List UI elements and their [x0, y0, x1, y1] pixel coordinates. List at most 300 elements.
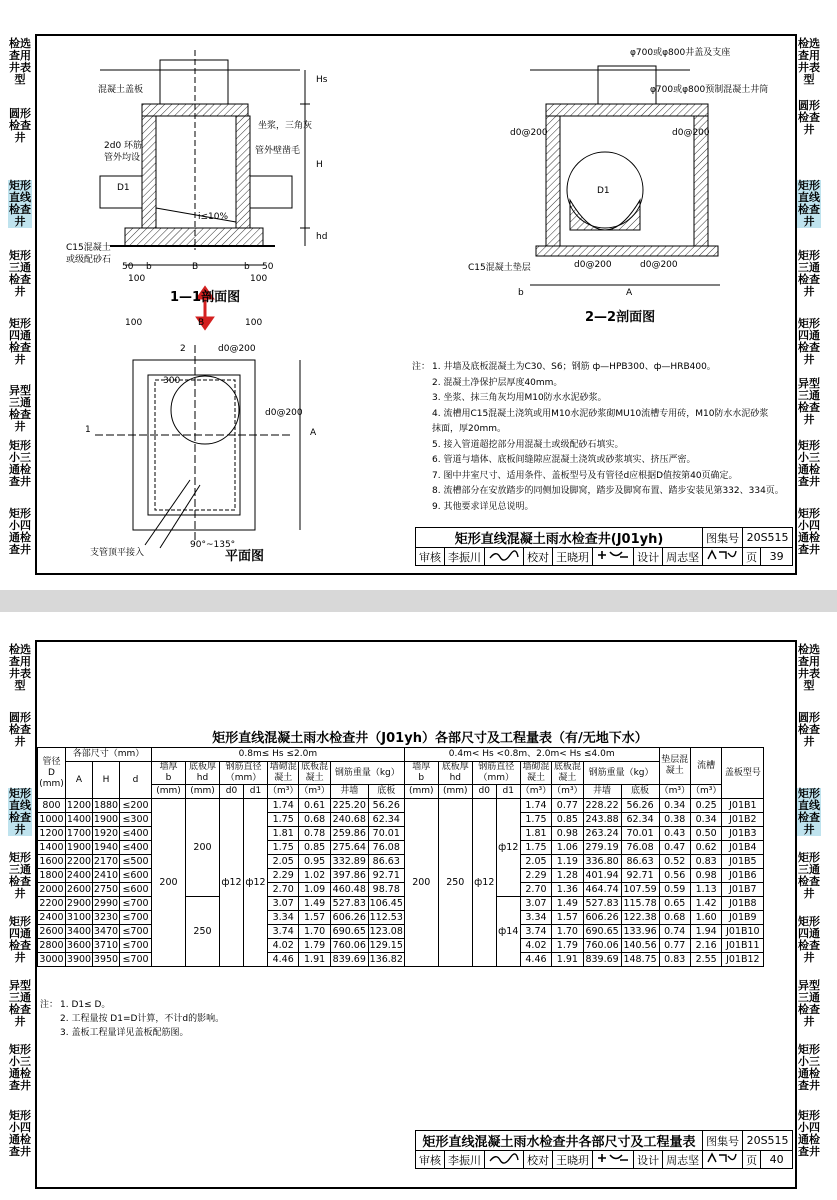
table-cell: 1.60: [690, 911, 721, 925]
table-row: [38, 883, 764, 897]
table-cell: 200: [186, 799, 220, 897]
tab-special-tee-well[interactable]: 异型三通检查井: [798, 377, 820, 426]
tab-round-well[interactable]: 圆形检查井: [9, 711, 31, 748]
header-bot-conc: 底板混凝土: [299, 762, 330, 785]
table-cell: 460.48: [330, 883, 368, 897]
note-line: 3. 盖板工程量详见盖板配筋图。: [60, 1028, 189, 1038]
table-cell: 0.83: [659, 953, 690, 967]
header-d1-2: d1: [496, 785, 520, 799]
label-branch-pipe: 支管顶平接入: [90, 548, 145, 558]
table-notes-prefix: 注：: [40, 1000, 59, 1010]
table-cell: 1.36: [552, 883, 583, 897]
table-cell: 0.43: [659, 827, 690, 841]
table-cell: 3230: [93, 912, 119, 923]
table-cell: 3400: [66, 926, 92, 937]
table-cell: 1.57: [552, 911, 583, 925]
design-label: 设计: [634, 1151, 663, 1169]
tab-rect-tee-well[interactable]: 矩形三通检查井: [798, 851, 820, 900]
reviewer-signature: [485, 548, 524, 566]
note-line: 7. 图中井室尺寸、适用条件、盖板型号及有管径d应根据D值按第40页确定。: [432, 470, 738, 481]
table-cell: 2400: [39, 912, 64, 923]
header-m3-bot: （m³）: [299, 785, 330, 799]
table-cell: 107.59: [621, 883, 659, 897]
checker-signature: [593, 548, 634, 566]
label-d0-right: d0@200: [672, 128, 710, 138]
label-shaft-note: φ700或φ800预制混凝土井筒: [650, 85, 769, 95]
sheet-title: 矩形直线混凝土雨水检查井(J01yh): [416, 528, 703, 548]
tab-small-cross-well[interactable]: 矩形小四通检查井: [798, 1109, 820, 1158]
plan-drawing: [95, 345, 300, 548]
table-row: [38, 869, 764, 883]
atlas-number: 20S515: [743, 1131, 793, 1151]
table-cell: 1.74: [268, 799, 299, 813]
designer-signature: [703, 1151, 743, 1169]
tab-selection-table[interactable]: 检选查用井表型: [9, 37, 31, 86]
sheet-title: 矩形直线混凝土雨水检查井各部尺寸及工程量表: [416, 1131, 703, 1151]
table-cell: 0.77: [659, 939, 690, 953]
label-dim-50: 50: [122, 262, 134, 272]
header-mm-hd: (mm): [186, 785, 220, 799]
table-cell: 3900: [66, 954, 92, 965]
reviewer-name: 李振川: [445, 548, 485, 566]
table-row: [38, 911, 764, 925]
table-cell: 1700: [66, 828, 92, 839]
label-d0-left: d0@200: [510, 128, 548, 138]
section-2-2-drawing: [530, 66, 720, 285]
reviewer-signature: [485, 1151, 524, 1169]
page-label: 页: [743, 1151, 761, 1169]
table-cell: 1.81: [520, 827, 551, 841]
table-row: [38, 925, 764, 939]
caption-plan: 平面图: [225, 549, 265, 564]
table-cell: 1.75: [268, 841, 299, 855]
table-cell: 1800: [39, 870, 64, 881]
table-cell: 76.08: [621, 841, 659, 855]
table-cell: 4.46: [520, 953, 551, 967]
designer-name: 周志坚: [663, 1151, 703, 1169]
header-hd-2: hd: [449, 773, 461, 783]
tab-rect-tee-well[interactable]: 矩形三通检查井: [798, 249, 820, 298]
header-m3-bot-2: （m³）: [552, 785, 583, 799]
label-plan-dim-100: 100: [125, 318, 143, 328]
header-well-wall-2: 井墙: [583, 785, 621, 799]
header-well-wall: 井墙: [330, 785, 368, 799]
table-cell: 0.56: [659, 869, 690, 883]
header-bottom-2: 底板厚: [441, 762, 469, 772]
quantity-table: [37, 747, 764, 967]
header-wall-2: 墙厚: [412, 762, 431, 772]
title-block: [415, 1130, 793, 1169]
table-cell: 0.77: [552, 799, 583, 813]
table-cell: 92.71: [368, 869, 404, 883]
table-row: [38, 799, 764, 813]
table-cell: 115.78: [621, 897, 659, 911]
table-cell: 3.34: [520, 911, 551, 925]
label-d1: D1: [117, 183, 130, 193]
header-range1: 0.8m≤ Hs ≤2.0m: [152, 748, 405, 762]
table-cell: 606.26: [330, 911, 368, 925]
header-d: d: [120, 762, 152, 799]
design-label: 设计: [634, 548, 663, 566]
label-pipe-support: 管外均设: [104, 153, 141, 163]
caption-section-2-2: 2—2剖面图: [585, 310, 656, 325]
table-cell: 140.56: [621, 939, 659, 953]
header-rebar-wt-2: 钢筋重量（kg）: [583, 762, 659, 785]
table-cell: 3.74: [268, 925, 299, 939]
table-cell: 250: [438, 799, 472, 967]
table-row: [38, 855, 764, 869]
table-cell: 3.74: [520, 925, 551, 939]
table-cell: 0.61: [299, 799, 330, 813]
table-cell: 839.69: [330, 953, 368, 967]
note-line: 3. 坐浆、抹三角灰均用M10防水水泥砂浆。: [432, 393, 607, 403]
table-title: 矩形直线混凝土雨水检查井（J01yh）各部尺寸及工程量表（有/无地下水）: [212, 731, 648, 746]
table-cell: ≤400: [120, 841, 152, 855]
label-b-right: b: [244, 262, 250, 272]
table-cell: 1.42: [690, 897, 721, 911]
page-number: 39: [761, 548, 793, 566]
tab-small-cross-well[interactable]: 矩形小四通检查井: [9, 507, 31, 556]
table-cell: 606.26: [583, 911, 621, 925]
table-cell: 690.65: [583, 925, 621, 939]
table-cell: 839.69: [583, 953, 621, 967]
table-cell: 0.25: [690, 799, 721, 813]
tab-small-tee-well[interactable]: 矩形小三通检查井: [9, 1043, 31, 1092]
header-b: b: [165, 773, 172, 783]
table-cell: 62.34: [368, 813, 404, 827]
table-cell: ≤700: [120, 953, 152, 967]
label-c15-fill-alt: 或级配砂石: [66, 255, 112, 265]
review-label: 审核: [416, 548, 445, 566]
tab-rect-cross-well[interactable]: 矩形四通检查井: [798, 317, 820, 366]
table-cell: 2400: [66, 870, 92, 881]
table-cell: 112.53: [369, 912, 403, 923]
tab-rect-tee-well[interactable]: 矩形三通检查井: [9, 851, 31, 900]
table-cell: 2200: [66, 856, 92, 867]
table-cell: 0.34: [690, 813, 721, 827]
table-cell: 56.26: [621, 799, 659, 813]
table-cell: 2.70: [520, 883, 551, 897]
table-cell: ≤600: [120, 883, 152, 897]
table-cell: ф12: [244, 799, 268, 967]
label-plan-angle: 90°~135°: [190, 540, 236, 550]
table-cell: 133.96: [621, 925, 659, 939]
tab-special-tee-well[interactable]: 异型三通检查井: [9, 979, 31, 1028]
table-cell: 760.06: [330, 939, 368, 953]
header-wall: 墙厚: [159, 762, 178, 772]
table-cell: ф14: [496, 897, 520, 967]
table-cell: 1.28: [552, 869, 583, 883]
label-dim-100: 100: [128, 274, 146, 284]
table-cell: 2800: [39, 940, 64, 951]
table-cell: 1.49: [299, 897, 330, 911]
table-cell: 1.75: [520, 813, 551, 827]
table-cell: 401.94: [583, 869, 621, 883]
header-bot-plate: 底板: [368, 785, 404, 799]
table-cell: ≤700: [120, 897, 152, 911]
table-cell: J01B8: [722, 897, 764, 911]
tab-rect-straight-well[interactable]: 矩形直线检查井: [798, 787, 820, 836]
atlas-label: 图集号: [703, 528, 743, 548]
tab-small-tee-well[interactable]: 矩形小三通检查井: [798, 439, 820, 488]
table-cell: 1.79: [552, 939, 583, 953]
label-pipe-outer: 管外壁凿毛: [255, 146, 301, 156]
table-cell: 1.81: [268, 827, 299, 841]
tab-selection-table[interactable]: 检选查用井表型: [798, 643, 820, 692]
table-cell: 2.29: [268, 869, 299, 883]
table-cell: 1920: [93, 828, 119, 839]
table-cell: 122.38: [621, 911, 659, 925]
header-channel: 流槽: [690, 748, 721, 785]
note-line: 1. D1≤ D。: [60, 1000, 111, 1010]
label-dim-50-right: 50: [262, 262, 274, 272]
tab-rect-cross-well[interactable]: 矩形四通检查井: [9, 317, 31, 366]
header-b-2: b: [418, 773, 425, 783]
title-block: [415, 527, 793, 566]
table-cell: 0.98: [552, 827, 583, 841]
atlas-label: 图集号: [703, 1131, 743, 1151]
header-hd: hd: [196, 773, 209, 783]
note-line: 2. 工程量按 D1=D计算，不计d的影响。: [60, 1014, 225, 1024]
label-plan-A: A: [310, 428, 317, 438]
label-plan-dim-100-right: 100: [245, 318, 263, 328]
tab-selection-table[interactable]: 检选查用井表型: [9, 643, 31, 692]
table-cell: 0.59: [659, 883, 690, 897]
tab-rect-tee-well[interactable]: 矩形三通检查井: [9, 249, 31, 298]
header-wall-conc-2: 墙砌混凝土: [520, 762, 551, 785]
checker-signature: [593, 1151, 634, 1169]
table-cell: 2410: [93, 870, 119, 881]
header-m3-wall-2: （m³）: [520, 785, 551, 799]
table-cell: 1940: [93, 842, 119, 853]
table-cell: 0.50: [690, 827, 721, 841]
table-cell: 136.82: [369, 954, 403, 965]
table-cell: 4.02: [520, 939, 551, 953]
label-plan-B: B: [198, 318, 205, 328]
table-cell: 2.05: [268, 855, 299, 869]
table-cell: 98.78: [368, 883, 404, 897]
label-plan-300: 300: [163, 376, 181, 386]
table-row: [38, 827, 764, 841]
table-cell: 1400: [39, 842, 64, 853]
table-cell: 3.07: [520, 897, 551, 911]
table-cell: 336.80: [583, 855, 621, 869]
label-d0-bottom: d0@200: [574, 260, 612, 270]
table-cell: 2000: [39, 884, 64, 895]
page-label: 页: [743, 548, 761, 566]
table-cell: 2600: [66, 884, 92, 895]
notes-block: [412, 360, 784, 515]
table-cell: ф12: [472, 799, 496, 967]
table-cell: J01B9: [722, 911, 764, 925]
table-cell: J01B10: [722, 925, 764, 939]
label-plan-d0-right: d0@200: [265, 408, 303, 418]
table-cell: 4.46: [268, 953, 299, 967]
tab-round-well[interactable]: 圆形检查井: [798, 99, 820, 136]
table-cell: 3.07: [268, 897, 299, 911]
tab-small-tee-well[interactable]: 矩形小三通检查井: [9, 439, 31, 488]
tab-small-cross-well[interactable]: 矩形小四通检查井: [9, 1109, 31, 1158]
table-cell: ≤700: [120, 925, 152, 939]
header-H: H: [93, 762, 120, 799]
table-cell: ≤700: [120, 911, 152, 925]
table-cell: 225.20: [330, 799, 368, 813]
header-d0-2: d0: [472, 785, 496, 799]
table-body: [38, 799, 764, 967]
header-mm-b: (mm): [152, 785, 186, 799]
label-hs: Hs: [316, 75, 328, 85]
checker-name: 王晓玥: [553, 548, 593, 566]
tab-round-well[interactable]: 圆形检查井: [798, 711, 820, 748]
note-line: 1. 井墙及底板混凝土为C30、S6；钢筋 ф—HPB300、ф—HRB400。: [432, 362, 716, 372]
check-label: 校对: [524, 548, 553, 566]
table-cell: 2750: [93, 884, 119, 895]
tab-small-cross-well[interactable]: 矩形小四通检查井: [798, 507, 820, 556]
table-cell: 1880: [93, 800, 119, 811]
table-cell: 2990: [93, 898, 119, 909]
table-cell: 1.70: [552, 925, 583, 939]
table-cell: 1.91: [299, 953, 330, 967]
table-cell: J01B5: [722, 855, 764, 869]
table-cell: 1.74: [520, 799, 551, 813]
table-cell: 0.52: [659, 855, 690, 869]
note-line: 5. 接入管道超挖部分用混凝土或级配砂石填实。: [432, 439, 624, 450]
tab-special-tee-well[interactable]: 异型三通检查井: [798, 979, 820, 1028]
header-d1: d1: [244, 785, 268, 799]
table-cell: 0.85: [552, 813, 583, 827]
label-cover-slab: 混凝土盖板: [98, 85, 144, 95]
header-range2: 0.4m< Hs <0.8m、2.0m< Hs ≤4.0m: [404, 748, 659, 762]
designer-signature: [703, 548, 743, 566]
table-cell: 62.34: [621, 813, 659, 827]
table-row: [38, 841, 764, 855]
table-cell: 3100: [66, 912, 92, 923]
table-cell: 1900: [66, 842, 92, 853]
table-cell: ф12: [220, 799, 244, 967]
table-cell: 2900: [66, 898, 92, 909]
table-cell: 263.24: [583, 827, 621, 841]
label-plan-sec2: 2: [180, 344, 186, 354]
header-D: D: [48, 767, 55, 778]
label-b-22: b: [518, 288, 524, 298]
table-cell: 1.94: [690, 925, 721, 939]
designer-name: 周志坚: [663, 548, 703, 566]
table-cell: 2170: [93, 856, 119, 867]
table-cell: 76.08: [368, 841, 404, 855]
table-row: [38, 939, 764, 953]
header-rebar-dia: 钢筋直径（mm）: [220, 762, 268, 785]
label-mortar: 坐浆，三角灰: [258, 121, 313, 131]
table-cell: 228.22: [583, 799, 621, 813]
table-cell: 56.26: [368, 799, 404, 813]
table-cell: 1.75: [520, 841, 551, 855]
header-d0: d0: [220, 785, 244, 799]
note-line: 8. 流槽部分在安放踏步的同侧加设脚窝，踏步及脚窝布置、踏步安装见第332、334页。: [432, 486, 784, 496]
table-cell: 0.68: [659, 911, 690, 925]
note-line: 抹面，厚20mm。: [432, 424, 506, 434]
tab-small-tee-well[interactable]: 矩形小三通检查井: [798, 1043, 820, 1092]
check-label: 校对: [524, 1151, 553, 1169]
header-wall-conc: 墙砌混凝土: [268, 762, 299, 785]
label-A-22: A: [626, 288, 633, 298]
table-cell: J01B4: [722, 841, 764, 855]
label-hd: hd: [316, 232, 328, 242]
tab-rect-cross-well[interactable]: 矩形四通检查井: [798, 915, 820, 964]
tab-special-tee-well[interactable]: 异型三通检查井: [9, 384, 31, 433]
table-cell: 1.79: [299, 939, 330, 953]
table-cell: 0.74: [659, 925, 690, 939]
table-cell: 3.34: [268, 911, 299, 925]
table-cell: 3000: [39, 954, 64, 965]
table-cell: ≤400: [120, 827, 152, 841]
table-cell: 1.19: [552, 855, 583, 869]
table-cell: 0.62: [690, 841, 721, 855]
table-cell: 1.06: [552, 841, 583, 855]
label-d1-22: D1: [597, 186, 610, 196]
table-cell: 690.65: [330, 925, 368, 939]
table-cell: 1.91: [552, 953, 583, 967]
table-cell: J01B7: [722, 883, 764, 897]
table-cell: 92.71: [621, 869, 659, 883]
tab-rect-straight-well[interactable]: 矩形直线检查井: [9, 787, 31, 836]
table-cell: 1.13: [690, 883, 721, 897]
table-cell: 1.49: [552, 897, 583, 911]
tab-rect-cross-well[interactable]: 矩形四通检查井: [9, 915, 31, 964]
table-cell: 0.34: [659, 799, 690, 813]
table-cell: 1.57: [299, 911, 330, 925]
note-line: 6. 管道与墙体、底板间缝隙应混凝土浇筑或砂浆填实、挤压严密。: [432, 455, 696, 465]
table-cell: 123.08: [369, 926, 403, 937]
tab-rect-straight-well[interactable]: 矩形直线检查井: [798, 179, 820, 228]
table-cell: 2.05: [520, 855, 551, 869]
table-cell: J01B3: [722, 827, 764, 841]
table-cell: 1.02: [299, 869, 330, 883]
table-cell: 4.02: [268, 939, 299, 953]
table-cell: 0.95: [299, 855, 330, 869]
table-cell: 70.01: [368, 827, 404, 841]
table-cell: ≤200: [120, 799, 152, 813]
table-cell: 240.68: [330, 813, 368, 827]
notes-prefix: 注：: [412, 362, 431, 372]
table-cell: J01B6: [722, 869, 764, 883]
drawing-sheet-40: [0, 612, 837, 1200]
label-cover-note: φ700或φ800井盖及支座: [630, 48, 731, 58]
table-cell: 86.63: [368, 855, 404, 869]
table-cell: 0.38: [659, 813, 690, 827]
label-dim-100-right: 100: [250, 274, 268, 284]
tab-rect-straight-well[interactable]: 矩形直线检查井: [9, 179, 31, 228]
caption-section-1-1: 1—1剖面图: [170, 290, 241, 305]
header-cover-type: 盖板型号: [722, 748, 764, 799]
tab-selection-table[interactable]: 检选查用井表型: [798, 37, 820, 86]
header-m3-cushion: （m³）: [659, 785, 690, 799]
header-dims: 各部尺寸（mm）: [66, 748, 152, 762]
table-cell: ≤300: [120, 813, 152, 827]
review-label: 审核: [416, 1151, 445, 1169]
label-plan-d0: d0@200: [218, 344, 256, 354]
table-cell: 464.74: [583, 883, 621, 897]
table-cell: J01B1: [722, 799, 764, 813]
header-bot-plate-2: 底板: [621, 785, 659, 799]
table-cell: 0.65: [659, 897, 690, 911]
table-cell: 200: [152, 799, 186, 967]
table-cell: 0.98: [690, 869, 721, 883]
tab-round-well[interactable]: 圆形检查井: [9, 107, 31, 144]
header-pipe-dia: 管径: [42, 756, 61, 767]
table-cell: 279.19: [583, 841, 621, 855]
header-bot-conc-2: 底板混凝土: [552, 762, 583, 785]
table-cell: 0.85: [299, 841, 330, 855]
